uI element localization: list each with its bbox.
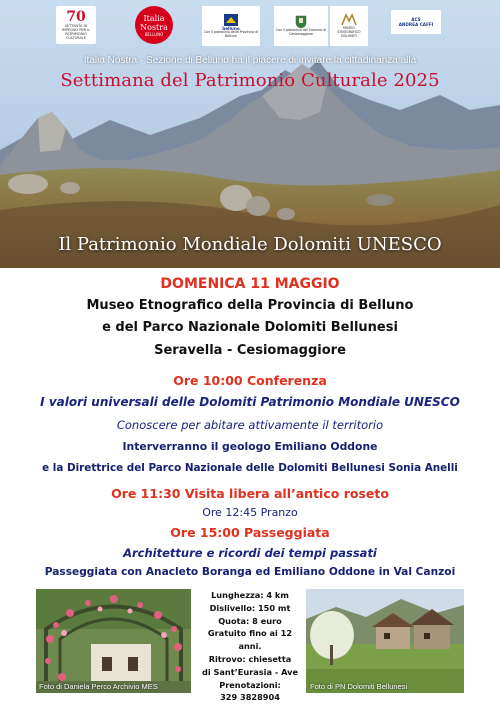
rose-garden-photo — [36, 589, 191, 693]
museo-line2: ETNOGRAFICO — [337, 30, 361, 35]
visit-time: Ore 11:30 Visita libera all’antico roseto — [111, 486, 389, 501]
left-photo-caption: Foto di Daniela Perco Archivio MES — [39, 682, 158, 691]
detail-meeting: Ritrovo: chiesetta — [208, 653, 292, 664]
italia-nostra-line1: Italia — [143, 13, 165, 23]
detail-phone: 329 3828904 — [220, 692, 280, 703]
hero-banner — [0, 0, 500, 268]
comune-cesiomaggiore-logo — [274, 6, 328, 46]
italia-nostra-line3: BELLUNO — [144, 31, 164, 37]
venue-line3: Seravella - Cesiomaggiore — [154, 343, 346, 358]
conference-time: Ore 10:00 Conferenza — [173, 373, 327, 388]
caffi-line1: ACS — [411, 17, 421, 22]
speakers-line2: e la Direttrice del Parco Nazionale delle Dolomiti Bellunesi Sonia Anelli — [42, 462, 458, 474]
museo-line1: MUSEO — [343, 26, 355, 31]
acs-andrea-caffi-logo — [391, 10, 441, 34]
museo-etnografico-logo — [330, 6, 368, 46]
speakers-line1: Interverranno il geologo Emiliano Oddone — [122, 440, 378, 453]
provincia-name: belluno — [222, 25, 240, 31]
detail-meeting-place: di Sant’Eurasia - Ave — [201, 666, 298, 677]
venue-line1: Museo Etnografico della Provincia di Belluno — [86, 298, 414, 313]
walk-details — [196, 589, 304, 704]
caffi-line2: ANDREA CAFFI — [398, 22, 434, 27]
detail-elevation: Dislivello: 150 mt — [209, 602, 291, 613]
italia-nostra-line2: Nostra — [140, 22, 168, 32]
seventy-years-logo — [56, 6, 96, 44]
museo-line3: DOLOMITI — [341, 33, 357, 38]
conference-title: I valori universali delle Dolomiti Patrimonio Mondiale UNESCO — [40, 395, 460, 409]
conference-subtitle: Conoscere per abitare attivamente il territorio — [116, 418, 384, 432]
walk-time: Ore 15:00 Passeggiata — [170, 525, 330, 540]
provincia-belluno-logo — [202, 6, 260, 46]
event-title: Settimana del Patrimonio Culturale 2025 — [60, 70, 440, 91]
invite-line: Italia Nostra - Sezione di Belluno ha il piacere di invitare la cittadinanza alla — [83, 55, 417, 66]
right-photo-caption: Foto di PN Dolomiti Bellunesi — [310, 682, 408, 691]
venue-line2: e del Parco Nazionale Dolomiti Bellunesi — [102, 320, 398, 335]
hero-subtitle: Il Patrimonio Mondiale Dolomiti UNESCO — [58, 234, 442, 255]
village-meadow-image — [306, 589, 464, 693]
seventy-caption: SETTANTA DI IMPEGNO PER IL PATRIMONIO CULTURALE — [61, 24, 91, 40]
lunch-time: Ore 12:45 Pranzo — [202, 506, 298, 519]
val-canzoi-photo — [306, 589, 464, 693]
walk-title: Architetture e ricordi dei tempi passati — [123, 546, 377, 560]
detail-booking-label: Prenotazioni: — [219, 679, 281, 690]
comune-caption: Con il patrocinio del Comune di Cesiomaggiore — [275, 28, 326, 36]
comune-crest-icon — [295, 15, 307, 29]
walk-guides: Passeggiata con Anacleto Boranga ed Emiliano Oddone in Val Canzoi — [44, 566, 456, 578]
rose-arch-image — [36, 589, 191, 693]
provincia-crest-icon — [224, 14, 238, 26]
museo-mark-icon — [340, 13, 358, 27]
seventy-number: 70 — [66, 9, 86, 25]
event-date: DOMENICA 11 MAGGIO — [160, 276, 340, 292]
provincia-caption: Con il patrocinio della Provincia di Belluno — [203, 29, 258, 38]
detail-length: Lunghezza: 4 km — [211, 590, 289, 600]
italia-nostra-logo — [135, 6, 173, 44]
detail-free: Gratuito fino ai 12 anni. — [207, 628, 293, 652]
logos-row — [0, 6, 500, 50]
detail-fee: Quota: 8 euro — [218, 615, 282, 626]
